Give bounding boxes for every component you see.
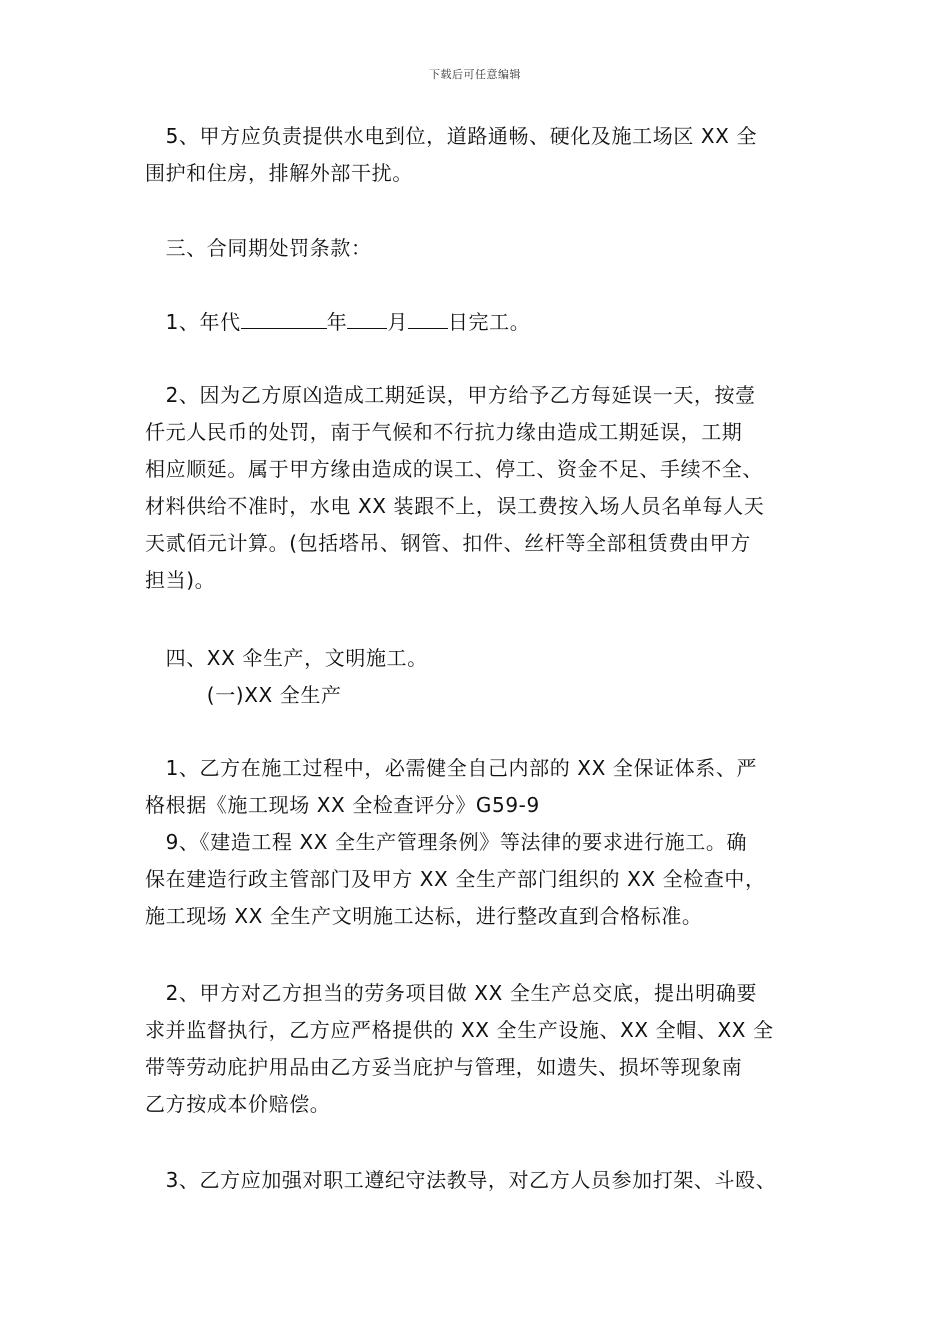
text-line: 相应顺延。属于甲方缘由造成的误工、停工、资金不足、手续不全、 [145, 457, 763, 481]
month-label: 月 [387, 310, 408, 334]
text-line: 2、因为乙方原凶造成工期延误，甲方给予乙方每延误一天，按壹 [145, 383, 756, 407]
paragraph-safety-system [145, 750, 815, 935]
subsection-heading: (一)XX 全生产 [145, 683, 342, 707]
text-line: 带等劳动庇护用品由乙方妥当庇护与管理，如遗失、损坏等现象南 [145, 1055, 743, 1079]
paragraph-water-electricity [145, 118, 815, 192]
text-line: 格根据《施工现场 XX 全检查评分》G59-9 [145, 793, 540, 817]
year-label: 年 [326, 310, 348, 334]
section-heading-penalty [145, 230, 815, 267]
text-line: 9、《建造工程 XX 全生产管理条例》等法律的要求进行施工。确 [145, 830, 748, 854]
section-heading: 三、合同期处罚条款： [145, 236, 372, 260]
text-line: 天贰佰元计算。(包括塔吊、钢管、扣件、丝杆等全部租赁费由甲方 [145, 531, 751, 555]
paragraph-safety-briefing [145, 975, 815, 1123]
section-heading: 四、XX 伞生产，文明施工。 [145, 646, 428, 670]
completion-date-line [145, 304, 815, 341]
text-line: 材料供给不准时，水电 XX 装跟不上，误工费按入场人员名单每人天 [145, 494, 765, 518]
page-header: 下载后可任意编辑 [429, 68, 521, 81]
text-line: 仟元人民币的处罚，南于气候和不行抗力缘由造成工期延误，工期 [145, 420, 743, 444]
day-blank [408, 327, 448, 329]
year-blank [241, 327, 327, 329]
text-line: 施工现场 XX 全生产文明施工达标，进行整改直到合格标准。 [145, 904, 703, 928]
text-line: 求并监督执行，乙方应严格提供的 XX 全生产设施、XX 全帽、XX 全 [145, 1018, 774, 1042]
subsection-heading-safety [145, 677, 815, 714]
completion-prefix: 1、年代 [145, 310, 241, 334]
completion-suffix: 日完工。 [447, 310, 531, 334]
paragraph-discipline [145, 1162, 815, 1199]
text-line: 担当)。 [145, 568, 216, 592]
text-line: 5、甲方应负责提供水电到位，道路通畅、硬化及施工场区 XX 全 [145, 124, 758, 148]
section-heading-safety [145, 640, 815, 677]
paragraph-completion-date [145, 304, 815, 341]
text-line: 3、乙方应加强对职工遵纪守法教导，对乙方人员参加打架、斗殴、 [145, 1168, 777, 1192]
text-line: 1、乙方在施工过程中，必需健全自己内部的 XX 全保证体系、严 [145, 756, 758, 780]
text-line: 乙方按成本价赔偿。 [145, 1092, 331, 1116]
text-line: 保在建造行政主管部门及甲方 XX 全生产部门组织的 XX 全检查中， [145, 867, 766, 891]
month-blank [347, 327, 387, 329]
paragraph-delay-penalty [145, 377, 815, 599]
text-line: 围护和住房，排解外部干扰。 [145, 161, 413, 185]
text-line: 2、甲方对乙方担当的劳务项目做 XX 全生产总交底，提出明确要 [145, 981, 758, 1005]
